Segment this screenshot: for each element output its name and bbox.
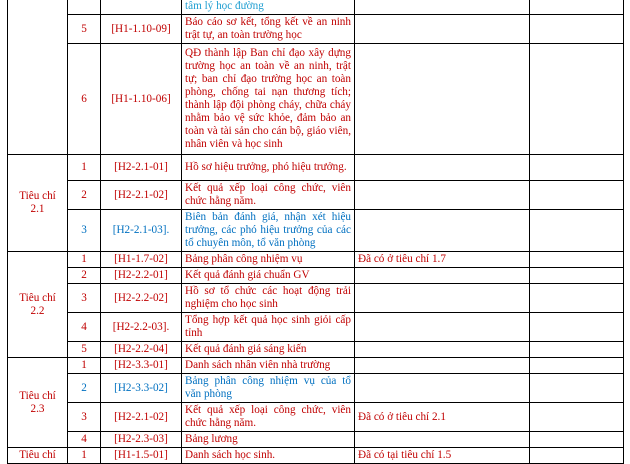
evidence-description: Hồ sơ hiệu trưởng, phó hiệu trưởng.: [182, 155, 355, 181]
note-cell: [355, 358, 530, 374]
evidence-description: Bảng phân công nhiệm vụ: [182, 252, 355, 268]
row-number: 4: [68, 432, 101, 448]
note-cell: [355, 210, 530, 252]
evidence-code: [H2-2.1-02]: [101, 403, 182, 432]
extra-cell: [530, 313, 624, 342]
table-row: [8, 44, 624, 155]
table-row: [8, 313, 624, 342]
table-row: [8, 432, 624, 448]
row-number: 1: [68, 448, 101, 464]
note-cell: [355, 155, 530, 181]
evidence-description: Danh sách nhân viên nhà trường: [182, 358, 355, 374]
row-number: 6: [68, 44, 101, 155]
note-cell: [355, 374, 530, 403]
extra-cell: [530, 15, 624, 44]
table-row: [8, 15, 624, 44]
evidence-code: [H2-2.1-03].: [101, 210, 182, 252]
row-number: 3: [68, 284, 101, 313]
row-number: 5: [68, 342, 101, 358]
extra-cell: [530, 358, 624, 374]
note-cell: Đã có ở tiêu chí 2.1: [355, 403, 530, 432]
note-cell: Đã có tại tiêu chí 1.5: [355, 448, 530, 464]
note-cell: [355, 284, 530, 313]
evidence-description: Kết quả đánh giá sáng kiến: [182, 342, 355, 358]
evidence-description: tâm lý học đường: [182, 0, 355, 15]
evidence-code: [H2-3.3-01]: [101, 358, 182, 374]
criterion-label: Tiêu chí 2.3: [8, 358, 68, 448]
row-number: 1: [68, 252, 101, 268]
extra-cell: [530, 374, 624, 403]
criterion-label: Tiêu chí 2.2: [8, 252, 68, 358]
note-cell: [355, 44, 530, 155]
extra-cell: [530, 155, 624, 181]
evidence-description: QĐ thành lập Ban chỉ đạo xây dựng trường học an toàn về an ninh, trật tự; ban chỉ đạo trường học an toàn phòng, chống tai nạn thương tích; thành lập đội phòng cháy, chữa cháy nhằm bảo vệ sức khỏe, đảm bảo an toàn và tài sản cho cán bộ, giáo viên, nhân viên và học sinh: [182, 44, 355, 155]
row-number: 2: [68, 181, 101, 210]
evidence-description: Danh sách học sinh.: [182, 448, 355, 464]
evidence-description: Kết quả đánh giá chuẩn GV: [182, 268, 355, 284]
evidence-code: [H2-2.2-02]: [101, 284, 182, 313]
evidence-description: Biên bản đánh giá, nhận xét hiệu trưởng, các phó hiệu trưởng của các tổ chuyên môn, tổ văn phòng: [182, 210, 355, 252]
row-number: 1: [68, 155, 101, 181]
evidence-description: Kết quả xếp loại công chức, viên chức hằng năm.: [182, 181, 355, 210]
table-row: [8, 155, 624, 181]
note-cell: Đã có ở tiêu chí 1.7: [355, 252, 530, 268]
table-row: [8, 284, 624, 313]
evidence-description: Báo cáo sơ kết, tổng kết về an ninh trật tự, an toàn trường học: [182, 15, 355, 44]
extra-cell: [530, 181, 624, 210]
note-cell: [355, 342, 530, 358]
note-cell: [355, 432, 530, 448]
evidence-code: [H2-3.3-02]: [101, 374, 182, 403]
criterion-label: Tiêu chí: [8, 448, 68, 464]
row-number: 4: [68, 313, 101, 342]
extra-cell: [530, 448, 624, 464]
extra-cell: [530, 403, 624, 432]
evidence-code: [H1-1.7-02]: [101, 252, 182, 268]
extra-cell: [530, 210, 624, 252]
criterion-cell: [8, 0, 68, 155]
extra-cell: [530, 432, 624, 448]
row-number: 2: [68, 374, 101, 403]
table-row: [8, 358, 624, 374]
evidence-code: [H2-2.2-03].: [101, 313, 182, 342]
row-number: 3: [68, 210, 101, 252]
table-row: [8, 374, 624, 403]
evidence-code: [H1-1.10-09]: [101, 15, 182, 44]
evidence-code: [H2-2.2-01]: [101, 268, 182, 284]
note-cell: [355, 15, 530, 44]
evidence-code: [H2-2.3-03]: [101, 432, 182, 448]
evidence-code: [H1-1.10-06]: [101, 44, 182, 155]
evidence-description: Tổng hợp kết quả học sinh giỏi cấp tỉnh: [182, 313, 355, 342]
evidence-description: Bảng phân công nhiệm vụ của tổ văn phòng: [182, 374, 355, 403]
evidence-code: [H1-1.5-01]: [101, 448, 182, 464]
extra-cell: [530, 44, 624, 155]
note-cell: [355, 0, 530, 15]
note-cell: [355, 268, 530, 284]
note-cell: [355, 181, 530, 210]
evidence-description: Bảng lương: [182, 432, 355, 448]
row-number: 5: [68, 15, 101, 44]
evidence-table: [7, 0, 624, 464]
table-row: [8, 210, 624, 252]
evidence-code: [H2-2.1-01]: [101, 155, 182, 181]
row-number: 1: [68, 358, 101, 374]
evidence-code: [H2-2.1-02]: [101, 181, 182, 210]
evidence-description: Kết quả xếp loại công chức, viên chức hằng năm.: [182, 403, 355, 432]
evidence-code: [101, 0, 182, 15]
table-row: [8, 181, 624, 210]
table-row: [8, 252, 624, 268]
row-number: 3: [68, 403, 101, 432]
evidence-description: Hồ sơ tổ chức các hoạt động trải nghiệm cho học sinh: [182, 284, 355, 313]
row-number: 2: [68, 268, 101, 284]
criterion-label: Tiêu chí 2.1: [8, 155, 68, 252]
extra-cell: [530, 0, 624, 15]
note-cell: [355, 313, 530, 342]
row-number: [68, 0, 101, 15]
table-row: [8, 0, 624, 15]
extra-cell: [530, 268, 624, 284]
table-row: [8, 403, 624, 432]
evidence-code: [H2-2.2-04]: [101, 342, 182, 358]
table-row: [8, 342, 624, 358]
extra-cell: [530, 252, 624, 268]
table-row: [8, 448, 624, 464]
extra-cell: [530, 284, 624, 313]
extra-cell: [530, 342, 624, 358]
table-row: [8, 268, 624, 284]
